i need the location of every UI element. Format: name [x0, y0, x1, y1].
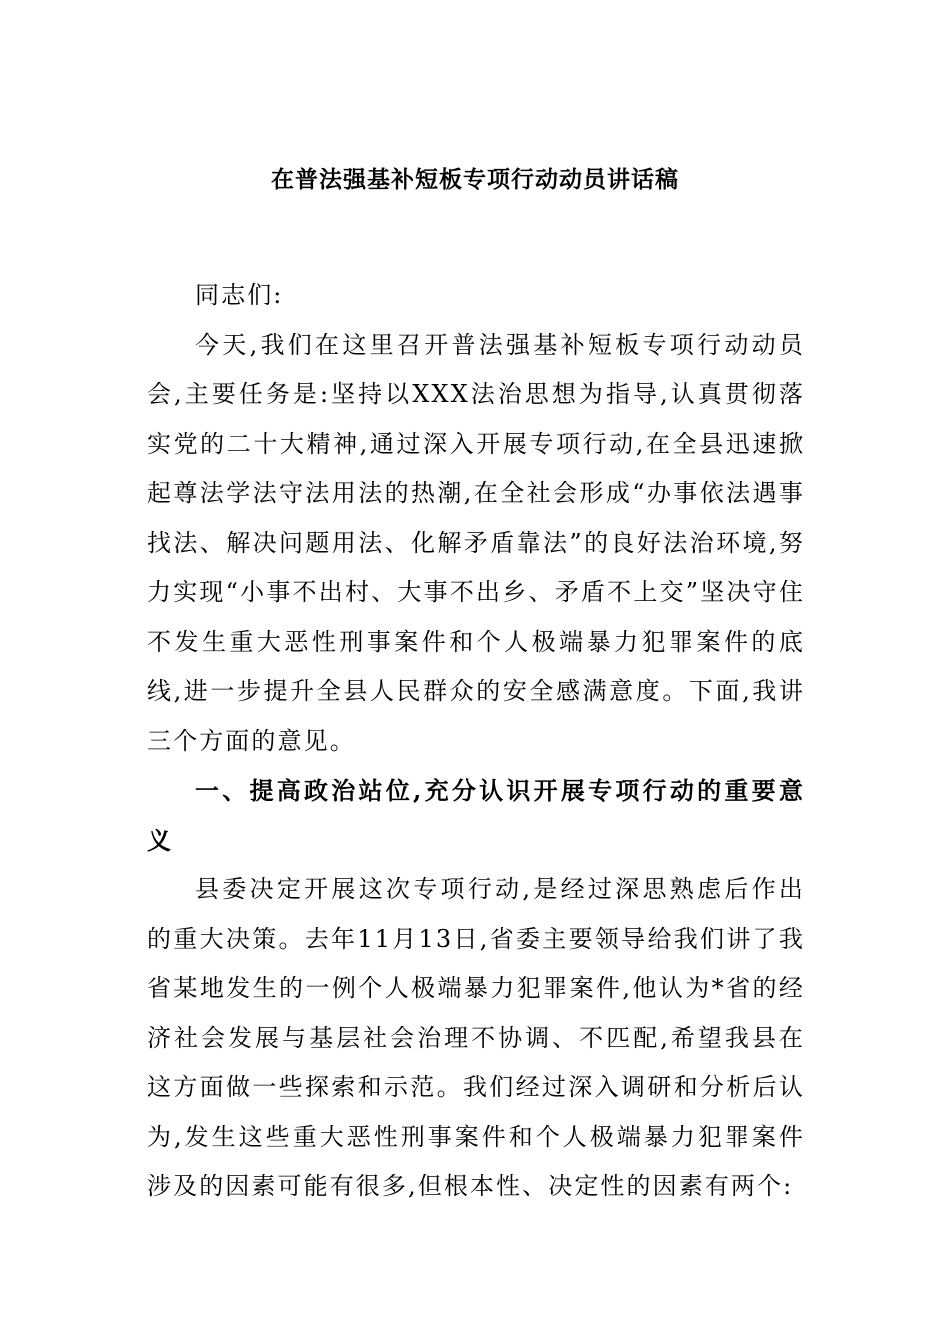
salutation: 同志们: [195, 281, 284, 309]
section-paragraph: 县委决定开展这次专项行动,是经过深思熟虑后作出的重大决策。去年11月13日,省委主要领导给我们讲了我省某地发生的一例个人极端暴力犯罪案件,他认为*省的经济社会发展与基层社会治理不协调、不匹配,希望我县在这方面做一些探索和示范。我们经过深入调研和分析后认为,发生这些重大恶性刑事案件和个人极端暴力犯罪案件涉及的因素可能有很多,但根本性、决定性的因素有两个: [147, 875, 805, 1200]
document-body [147, 271, 805, 1212]
opening-paragraph: 今天,我们在这里召开普法强基补短板专项行动动员会,主要任务是:坚持以XXX法治思想为指导,认真贯彻落实党的二十大精神,通过深入开展专项行动,在全县迅速掀起尊法学法守法用法的热潮,在全社会形成“办事依法遇事找法、解决问题用法、化解矛盾靠法”的良好法治环境,努力实现“小事不出村、大事不出乡、矛盾不上交”坚决守住不发生重大恶性刑事案件和个人极端暴力犯罪案件的底线,进一步提升全县人民群众的安全感满意度。下面,我讲三个方面的意见。 [147, 330, 805, 755]
document-title: 在普法强基补短板专项行动动员讲话稿 [271, 166, 679, 193]
section-heading: 一、提高政治站位,充分认识开展专项行动的重要意义 [147, 776, 805, 855]
